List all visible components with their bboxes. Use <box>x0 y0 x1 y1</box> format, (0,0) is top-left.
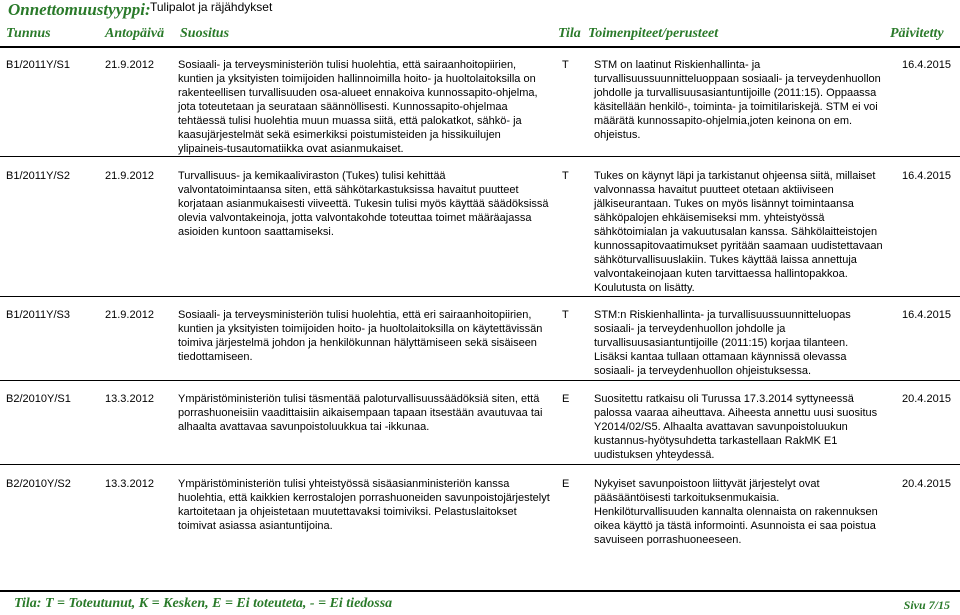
accident-type: Tulipalot ja räjähdykset <box>150 0 273 14</box>
row-updated: 20.4.2015 <box>902 393 951 405</box>
row-id: B1/2011Y/S3 <box>6 309 71 321</box>
row-measures: STM on laatinut Riskienhallinta- ja turvallisuussuunnitteluoppaan sosiaali- ja terveydenhuollon johdolle ja turvallisuusasiantuntijoille (2011:15). Oppaassa käsitellään henkilö-, toiminta- ja toimitilariskejä. STM ei voi määrätä kunnossapito-ohjelmia,joten keinona on em. ohjeistus. <box>594 59 881 141</box>
row-updated: 16.4.2015 <box>902 59 951 71</box>
row-date: 21.9.2012 <box>105 59 154 71</box>
column-header-paivitetty: Päivitetty <box>890 26 944 41</box>
row-date: 13.3.2012 <box>105 393 154 405</box>
row-id: B1/2011Y/S2 <box>6 170 71 182</box>
page-title: Onnettomuustyyppi: <box>8 0 151 19</box>
row-measures: Suositettu ratkaisu oli Turussa 17.3.2014 syttyneessä palossa vaaraa aiheuttava. Aiheesta annettu uusi suositus Y2014/02/S5. Alhaalta avattavan savunpoistoluukun kustannus-hyötysuhdetta tarkastellaan RakMK E1 uudistuksen yhteydessä. <box>594 393 878 461</box>
row-updated: 16.4.2015 <box>902 170 951 182</box>
row-recommendation: Sosiaali- ja terveysministeriön tulisi huolehtia, että eri sairaanhoitopiirien, kuntien ja yksityisten toimijoiden hoito- ja huoltolaitoksilla on käytettävissän toimiva järjestelmä johdon ja henkilökunnan hälyttämiseen sekä sisäiseen tiedottamiseen. <box>178 309 543 363</box>
row-id: B2/2010Y/S1 <box>6 393 71 405</box>
column-header-suositus: Suositus <box>180 26 230 41</box>
row-date: 21.9.2012 <box>105 309 154 321</box>
row-status: T <box>562 309 569 321</box>
row-recommendation: Ympäristöministeriön tulisi yhteistyössä sisäasianministeriön kanssa huolehtia, että kaikkien kerrostalojen porrashuoneiden savunpoistojärjestelyt kartoitetaan ja ohjeistetaan muutettavaksi toimiviksi. Pelastuslaitokset toimivat asiassa asiantuntijoina. <box>178 478 550 532</box>
status-legend: Tila: T = Toteutunut, K = Kesken, E = Ei toteuteta, - = Ei tiedossa <box>14 596 393 611</box>
row-id: B1/2011Y/S1 <box>6 59 71 71</box>
row-updated: 16.4.2015 <box>902 309 951 321</box>
row-divider <box>0 380 960 381</box>
row-status: T <box>562 170 569 182</box>
row-measures: Nykyiset savunpoistoon liittyvät järjestelyt ovat pääsääntöisesti tarkoituksenmukaisia. Henkilöturvallisuuden kannalta olennaista on rakennuksen oikea käyttö ja tästä informointi. Asunnoista ei saa poistua savuiseen porrashuoneeseen. <box>594 478 878 546</box>
column-header-antopaiva: Antopäivä <box>105 26 165 41</box>
footer-rule <box>0 590 960 592</box>
row-recommendation: Ympäristöministeriön tulisi täsmentää paloturvallisuussäädöksiä siten, että porrashuoneisiin vaadittaisiin aikaisempaan tapaan itsestään avautuvaa tai alhaalta avattavaa savunpoistoluukkua tai -ikkunaa. <box>178 393 543 433</box>
row-id: B2/2010Y/S2 <box>6 478 71 490</box>
row-status: T <box>562 59 569 71</box>
row-divider <box>0 464 960 465</box>
column-header-tila: Tila <box>558 26 581 41</box>
row-date: 13.3.2012 <box>105 478 154 490</box>
row-status: E <box>562 393 570 405</box>
row-updated: 20.4.2015 <box>902 478 951 490</box>
header-rule <box>0 46 960 48</box>
page-number: Sivu 7/15 <box>903 598 950 612</box>
column-header-toimenpiteet: Toimenpiteet/perusteet <box>588 26 719 41</box>
column-header-tunnus: Tunnus <box>6 26 51 41</box>
row-recommendation: Turvallisuus- ja kemikaaliviraston (Tukes) tulisi kehittää valvontatoimintaansa siten, että sähkötarkastuksissa havaitut puutteet korjataan asianmukaisesti viiveettä. Tukesin tulisi myös käyttää säädöksissä olevia valvontakeinoja, jotta valvontakohde toteuttaa toimet määräajassa asioiden kuntoon saattamiseksi. <box>178 170 549 238</box>
row-recommendation: Sosiaali- ja terveysministeriön tulisi huolehtia, että sairaanhoitopiirien, kuntien ja yksityisten toimijoiden hallinnoimilla hoito- ja huoltolaitoksilla on rakenteellisen turvallisuuden osa-alueet ennakoiva kunnossapito-ohjelma, jota toteutetaan ja seurataan säännöllisesti. Kunnossapito-ohjelmaa tehtäessä tulisi huolehtia muun muassa siitä, että palokatkot, sähkö- ja kaasujärjestelmät sekä esimerkiksi poistumisteiden ja hissikuilujen ylipaineis-tusautomatiikka ovat asianmukaiset. <box>178 59 538 155</box>
row-measures: STM:n Riskienhallinta- ja turvallisuussuunnitteluopas sosiaali- ja terveydenhuollon johdolle ja turvallisuusasiantuntijoille (2011:15) korjaa tilanteen. Lisäksi kantaa tullaan ottamaan käynnissä olevassa sosiaali- ja terveydenhuollon ohjeistuksessa. <box>594 309 851 377</box>
row-measures: Tukes on käynyt läpi ja tarkistanut ohjeensa siitä, millaiset valvonnassa havaitut puutteet otetaan aktiiviseen jälkiseurantaan. Tukes on myös lisännyt toimintaansa sähköpalojen ehkäisemiseksi mm. yhteistyössä sähkötoimialan ja vakuutusalan kanssa. Sähkölaitteistojen kunnossapitovaatimukset pyritään saamaan uudistettavaan sähköturvallisuuslakiin. Tukes käyttää laissa annettuja valvontakeinojaan kuten tarvittaessa hallintopakkoa. Koulutusta on lisätty. <box>594 170 883 294</box>
row-divider <box>0 156 960 157</box>
row-divider <box>0 296 960 297</box>
row-date: 21.9.2012 <box>105 170 154 182</box>
row-status: E <box>562 478 570 490</box>
